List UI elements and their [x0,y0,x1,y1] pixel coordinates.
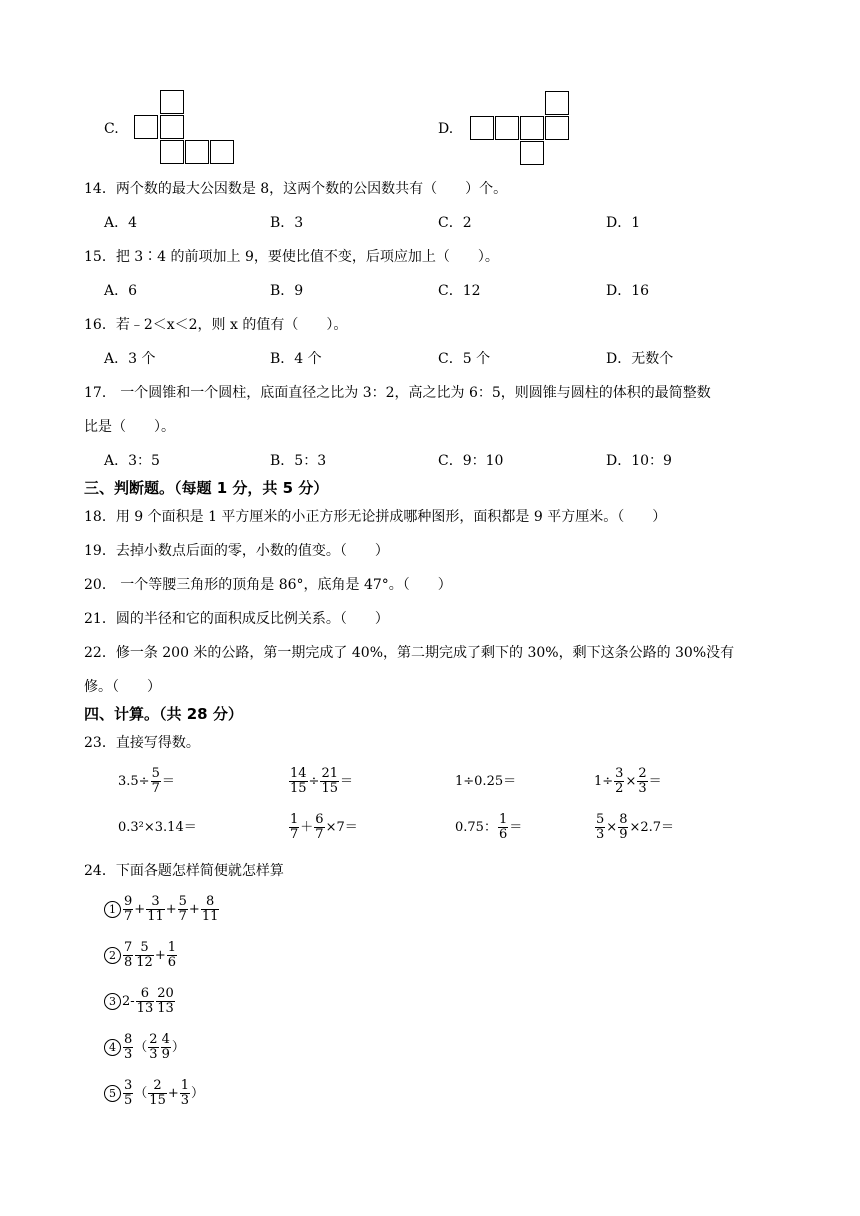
circled-number: 4 [104,1039,121,1056]
question-22-line2: 修。（ ） [84,679,161,695]
calc-r2c3: 0.75： $\frac{1}{6}$ ＝ [455,812,523,842]
q14-option-c[interactable]: C．2 [438,215,472,231]
option-c-label[interactable]: C. [104,121,119,137]
question-16-stem: 16．若﹣2＜x＜2，则 x 的值有（ ）。 [84,317,348,333]
fraction: $\frac{6}{7}$ [315,812,324,842]
q14-option-d[interactable]: D．1 [606,215,641,231]
question-19: 19．去掉小数点后面的零，小数的值变。（ ） [84,543,389,559]
calc-r1c1: 3.5÷ $\frac{5}{7}$ ＝ [118,766,175,796]
circled-number: 3 [104,993,121,1010]
q15-option-a[interactable]: A．6 [104,283,138,299]
circled-number: 1 [104,901,121,918]
q16-option-a[interactable]: A．3 个 [104,351,156,367]
circled-number: 2 [104,947,121,964]
question-24-stem: 24．下面各题怎样简便就怎样算 [84,863,284,879]
calc-r1c4: 1÷ $\frac{3}{2}$ × $\frac{2}{3}$ ＝ [594,766,662,796]
q15-option-d[interactable]: D．16 [606,283,650,299]
q14-option-b[interactable]: B．3 [270,215,304,231]
q14-option-a[interactable]: A．4 [104,215,138,231]
question-15-stem: 15．把 3∶4 的前项加上 9，要使比值不变，后项应加上（ ）。 [84,249,499,265]
q16-option-b[interactable]: B．4 个 [270,351,322,367]
calc-r1c2: $\frac{14}{15}$ ÷ $\frac{21}{15}$ ＝ [290,766,354,796]
option-d-label[interactable]: D. [438,121,454,137]
fraction: $\frac{3}{2}$ [615,766,624,796]
q17-option-b[interactable]: B．5：3 [270,453,327,469]
fraction: $\frac{14}{15}$ [290,766,307,796]
question-21: 21．圆的半径和它的面积成反比例关系。（ ） [84,611,389,627]
question-17-stem-line2: 比是（ ）。 [84,419,175,435]
simplify-3: 3 2- $\frac{6}{13}$ $\frac{20}{13}$ [104,984,176,1020]
q16-option-d[interactable]: D．无数个 [606,351,674,367]
fraction: $\frac{21}{15}$ [321,766,338,796]
q17-option-d[interactable]: D．10：9 [606,453,672,469]
q15-option-b[interactable]: B．9 [270,283,304,299]
simplify-4: 4 $\frac{8}{3}$ （ $\frac{2}{3}$ $\frac{4}{9}$ ） [104,1030,185,1066]
circled-number: 5 [104,1085,121,1102]
q16-option-c[interactable]: C．5 个 [438,351,491,367]
fraction: $\frac{1}{6}$ [498,812,508,842]
question-23-stem: 23．直接写得数。 [84,735,200,751]
q15-option-c[interactable]: C．12 [438,283,481,299]
question-22-line1: 22．修一条 200 米的公路，第一期完成了 40%，第二期完成了剩下的 30%，剩下这条公路的 30%没有 [84,645,735,661]
q17-option-a[interactable]: A．3：5 [104,453,160,469]
calc-r2c4: $\frac{5}{3}$ × $\frac{8}{9}$ ×2.7＝ [596,812,675,842]
question-14-stem: 14．两个数的最大公因数是 8，这两个数的公因数共有（ ）个。 [84,181,508,197]
fraction: $\frac{5}{3}$ [596,812,605,842]
simplify-1: 1 $\frac{9}{7}$ + $\frac{3}{11}$ + $\frac{5}{7}$ + $\frac{8}{11}$ [104,892,220,928]
q17-option-c[interactable]: C．9：10 [438,453,504,469]
calc-r2c2: $\frac{1}{7}$ ＋ $\frac{6}{7}$ ×7＝ [290,812,358,842]
calc-r1c3: 1÷0.25＝ [455,774,517,789]
calc-r2c1: 0.3²×3.14＝ [118,820,197,835]
simplify-2: 2 $\frac{7}{8}$ $\frac{5}{12}$ + $\frac{1}{6}$ [104,938,178,974]
fraction: $\frac{8}{9}$ [619,812,628,842]
fraction: $\frac{5}{7}$ [151,766,160,796]
question-18: 18．用 9 个面积是 1 平方厘米的小正方形无论拼成哪种图形，面积都是 9 平方厘米。（ ） [84,509,667,525]
fraction: $\frac{2}{3}$ [638,766,647,796]
option-d-net-figure [470,91,574,167]
question-20: 20． 一个等腰三角形的顶角是 86°，底角是 47°。（ ） [84,577,452,593]
section-4-title: 四、计算。（共 28 分） [84,705,243,723]
question-17-stem-line1: 17． 一个圆锥和一个圆柱，底面直径之比为 3：2，高之比为 6：5，则圆锥与圆柱的体积的最简整数 [84,385,711,401]
option-c-net-figure [134,90,238,166]
fraction: $\frac{1}{7}$ [290,812,299,842]
simplify-5: 5 $\frac{3}{5}$ （ $\frac{2}{15}$ + $\frac{1}{3}$ ） [104,1076,204,1112]
section-3-title: 三、判断题。（每题 1 分，共 5 分） [84,479,329,497]
